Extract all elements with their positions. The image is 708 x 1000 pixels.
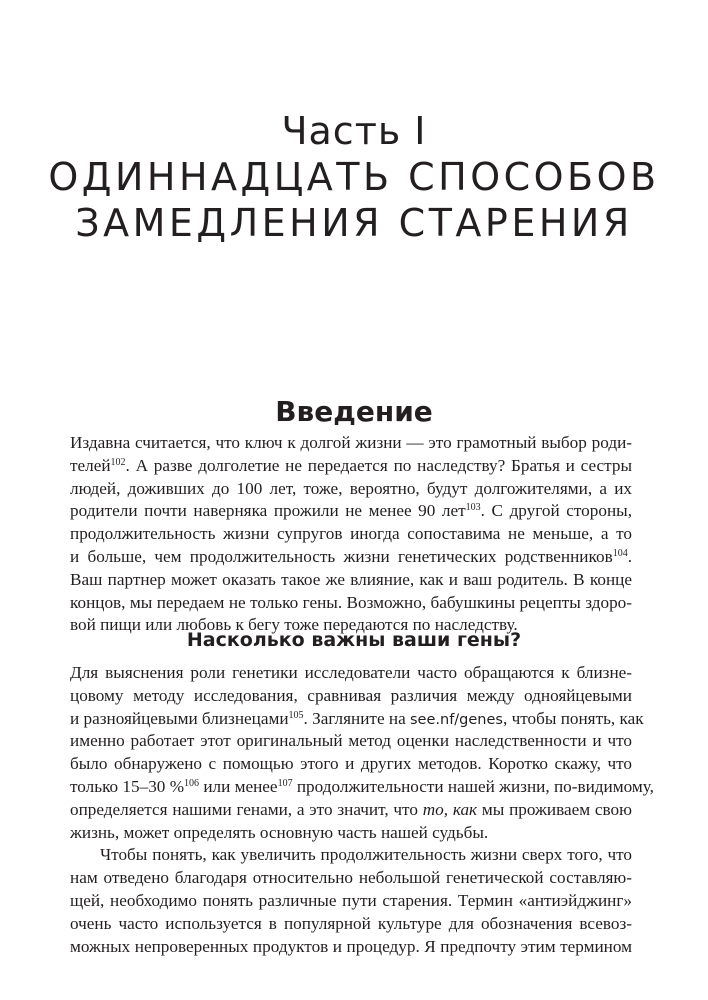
text-run: , чтобы понять, как	[502, 708, 644, 728]
text-run: и разнояйцевыми близнецами	[70, 708, 289, 728]
part-title-line-1: ОДИННАДЦАТЬ СПОСОБОВ	[48, 155, 660, 199]
part-label: Часть I	[281, 109, 427, 153]
text-run: мы проживаем свою	[477, 799, 632, 819]
footnote-ref: 103	[465, 502, 481, 514]
text-run: только 15–30 %	[70, 776, 185, 796]
text-line: можных непроверенных продуктов и процедур. Я предпочту этим термином	[70, 936, 632, 956]
text-line	[70, 708, 644, 731]
text-run: телей	[70, 455, 111, 475]
text-line: Ваш партнер может оказать такое же влияние, как и ваш родитель. В конце	[70, 569, 632, 589]
intro-paragraph	[70, 432, 632, 637]
part-title-line-2: ЗАМЕДЛЕНИЯ СТАРЕНИЯ	[75, 201, 633, 245]
text-run: родители почти наверняка прожили не менее 90 лет	[70, 501, 466, 521]
text-line: Чтобы понять, как увеличить продолжительность жизни сверх того, что	[100, 845, 632, 865]
footnote-ref: 107	[277, 777, 293, 789]
text-line: Издавна считается, что ключ к долгой жизни — это грамотный выбор роди-	[70, 433, 632, 452]
text-run: . А разве долголетие не передается по наследству? Братья и сестры	[125, 455, 632, 475]
footnote-ref: 102	[110, 456, 126, 468]
text-line	[70, 455, 632, 478]
text-line: именно работает этот оригинальный метод оценки наследственности и что	[70, 731, 632, 751]
part-title	[0, 108, 708, 246]
text-line	[70, 799, 632, 822]
text-line	[70, 776, 654, 799]
text-line: цовому методу исследования, сравнивая различия между однояйцевыми	[70, 685, 632, 705]
emphasis-text: то, как	[422, 799, 478, 819]
text-run: или менее	[199, 776, 278, 796]
genes-link[interactable]: see.nf/genes	[410, 711, 503, 728]
text-line: вой пищи или любовь к бегу тоже передаются по наследству.	[70, 615, 518, 635]
text-line	[70, 500, 632, 523]
text-line: нам отведено благодаря относительно небольшой генетической составляю-	[70, 868, 632, 888]
text-line: продолжительность жизни супругов иногда сопоставима не меньше, а то	[70, 524, 632, 544]
text-run: продолжительности нашей жизни, по-видимому,	[292, 776, 654, 796]
text-run: . С другой стороны,	[480, 501, 632, 521]
subsection-heading-genes: Насколько важны ваши гены?	[186, 629, 522, 651]
text-line: очень часто используется в популярной культуре для обозначения всевоз-	[70, 913, 632, 933]
text-run: и больше, чем продолжительность жизни генетических родственников	[70, 546, 613, 566]
section-heading-intro: Введение	[275, 395, 433, 428]
text-run: . Загляните на	[303, 708, 410, 728]
text-run: определяется нашими генами, а это значит, что	[70, 799, 423, 819]
text-line: жизнь, может определять основную часть нашей судьбы.	[70, 822, 489, 842]
footnote-ref: 104	[612, 547, 628, 559]
footnote-ref: 105	[288, 709, 304, 721]
text-line: щей, необходимо понять различные пути старения. Термин «антиэйджинг»	[70, 890, 632, 910]
text-line: людей, доживших до 100 лет, тоже, вероятно, будут долгожителями, а их	[70, 478, 632, 498]
footnote-ref: 106	[184, 777, 200, 789]
text-line	[70, 546, 632, 569]
text-line: концов, мы передаем не только гены. Возможно, бабушкины рецепты здоро-	[70, 592, 632, 612]
text-line: было обнаружено с помощью этого и других методов. Коротко скажу, что	[70, 754, 632, 774]
text-run: .	[627, 546, 632, 566]
genes-paragraph-1	[70, 662, 654, 958]
text-line: Для выяснения роли генетики исследователи часто обращаются к близне-	[70, 663, 632, 682]
